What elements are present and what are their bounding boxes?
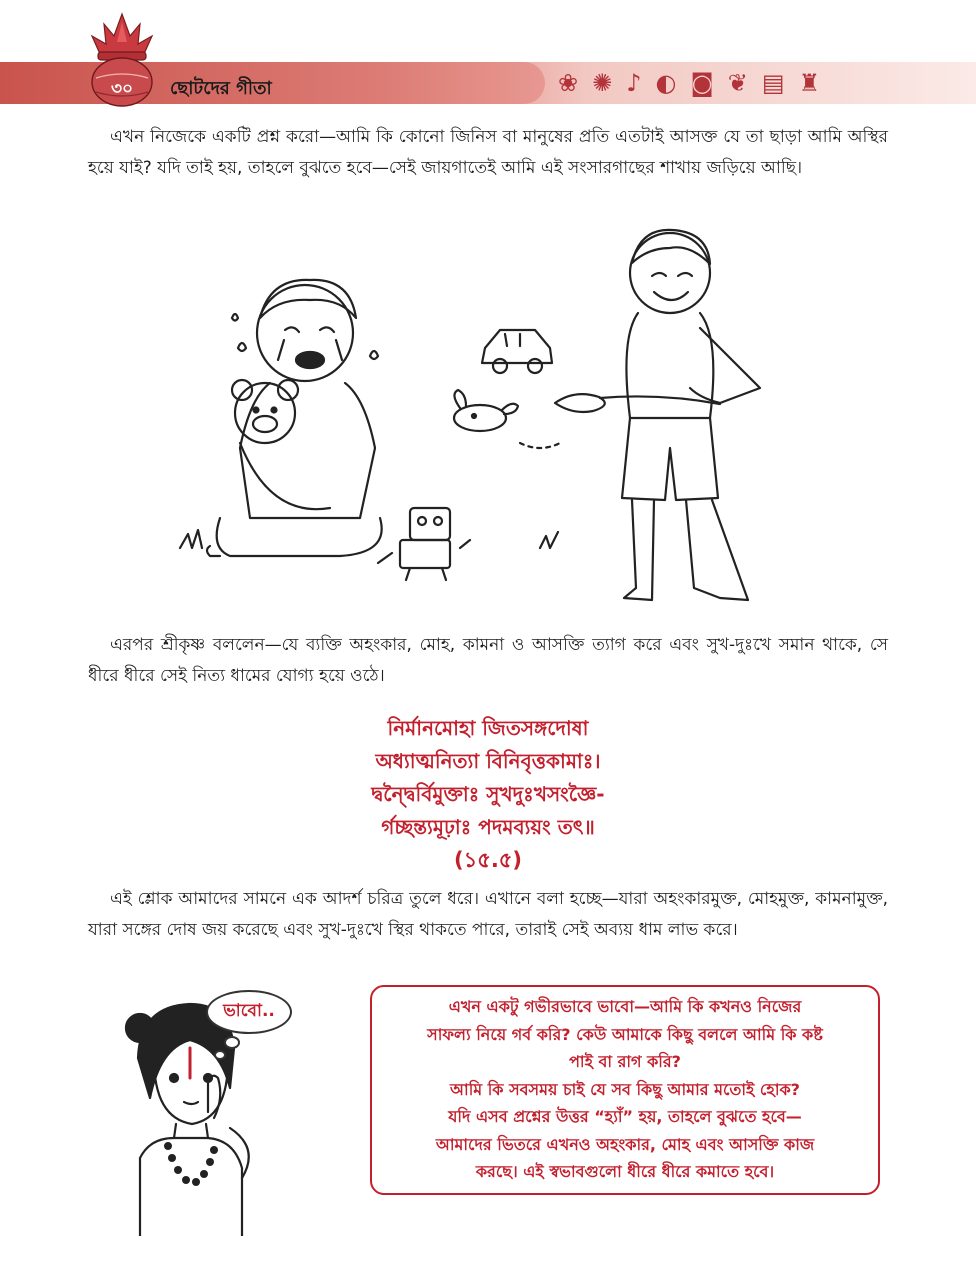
cymbals-icon: ❦: [727, 69, 748, 97]
conch-icon: ◐: [655, 69, 677, 97]
toy-bunny: [454, 390, 518, 431]
page-number: ৩০: [110, 79, 134, 99]
paragraph-attachment-question: এখন নিজেকে একটি প্রশ্ন করো—আমি কি কোনো জিনিস বা মানুষের প্রতি এতটাই আসক্ত যে তা ছাড়া আমি অস্থির হয়ে যাই? যদি তাই হয়, তাহলে বুঝতে হবে—সেই জায়গাতেই আমি এই সংসারগাছের শাখায় জড়িয়ে আছি।: [88, 127, 888, 178]
book-icon: ▤: [761, 69, 785, 97]
reflection-line: সাফল্য নিয়ে গর্ব করি? কেউ আমাকে কিছু বললে আমি কি কষ্ট: [427, 1024, 823, 1044]
flute-icon: ♪: [626, 69, 642, 97]
verse-reference: (১৫.৫): [453, 848, 523, 872]
boys-illustration: [160, 218, 860, 616]
crying-boy-figure: [207, 280, 382, 556]
thought-dot: [214, 1050, 226, 1060]
toy-car: [482, 330, 552, 373]
reflection-line: করছে। এই স্বভাবগুলো ধীরে ধীরে কমাতে হবে।: [475, 1162, 775, 1181]
sanskrit-verse: [200, 712, 776, 877]
happy-boy-figure: [555, 230, 760, 600]
reflection-line: আমাদের ভিতরে এখনও অহংকার, মোহ এবং আসক্তি কাজ: [435, 1134, 815, 1154]
reflection-box: [370, 985, 880, 1195]
verse-line: দ্বন্দ্বৈর্বিমুক্তাঃ সুখদুঃখসংজ্ঞৈ-: [371, 782, 605, 806]
chakra-icon: ✺: [592, 69, 613, 97]
verse-line: নির্মানমোহা জিতসঙ্গদোষা: [387, 716, 589, 740]
reflection-line: আমি কি সবসময় চাই যে সব কিছু আমার মতোই হোক?: [450, 1079, 800, 1099]
paragraph-krishna-said: এরপর শ্রীকৃষ্ণ বললেন—যে ব্যক্তি অহংকার, মোহ, কামনা ও আসক্তি ত্যাগ করে এবং সুখ-দুঃখে সমান থাকে, সে ধীরে ধীরে সেই নিত্য ধামের যোগ্য হয়ে ওঠে।: [88, 635, 888, 686]
book-title: ছোটদের গীতা: [170, 78, 272, 99]
toy-robot: [378, 508, 470, 580]
verse-line: র্গচ্ছন্ত্যমূঢ়াঃ পদমব্যয়ং তৎ॥: [381, 815, 595, 839]
header-icon-strip: [558, 66, 820, 100]
reflection-line: যদি এসব প্রশ্নের উত্তর “হ্যাঁ” হয়, তাহলে বুঝতে হবে—: [448, 1107, 802, 1126]
temple-icon: ♜: [798, 69, 821, 97]
reflection-line: এখন একটু গভীরভাবে ভাবো—আমি কি কখনও নিজের: [448, 997, 802, 1016]
reflection-line: পাই বা রাগ করি?: [569, 1052, 681, 1071]
drum-icon: ◙: [690, 69, 714, 97]
verse-line: অধ্যাত্মনিত্যা বিনিবৃত্তকামাঃ।: [375, 749, 601, 773]
paragraph-ideal-character: এই শ্লোক আমাদের সামনে এক আদর্শ চরিত্র তুলে ধরে। এখানে বলা হচ্ছে—যারা অহংকারমুক্ত, মোহমুক্ত, কামনামুক্ত, যারা সঙ্গের দোষ জয় করেছে এবং সুখ-দুঃখে স্থির থাকতে পারে, তারাই সেই অব্যয় ধাম লাভ করে।: [88, 889, 888, 940]
thought-bubble: ভাবো..: [206, 990, 292, 1034]
lotus-icon: ❀: [558, 69, 579, 97]
thought-dot: [224, 1036, 240, 1049]
